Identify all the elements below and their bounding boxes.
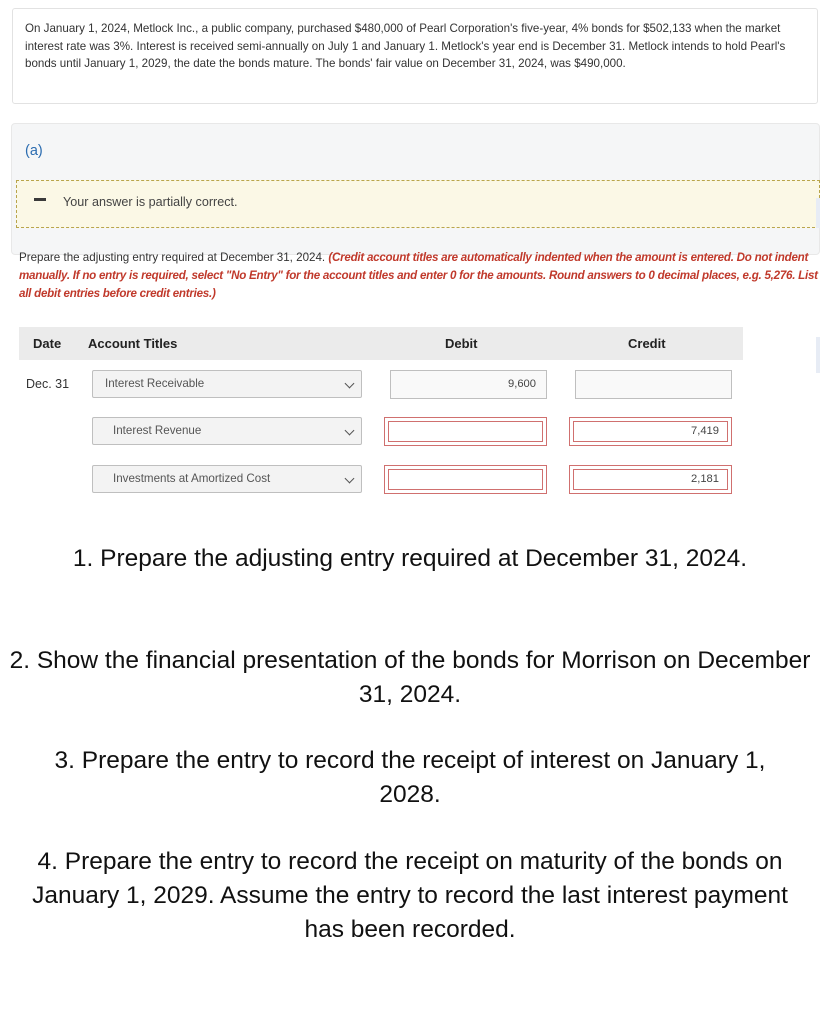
- part-label: (a): [25, 143, 43, 159]
- account-select-3[interactable]: [92, 465, 362, 493]
- account-select-2[interactable]: [92, 417, 362, 445]
- debit-input-2[interactable]: [384, 417, 547, 446]
- credit-input-3-value: 2,181: [573, 469, 728, 490]
- debit-input-3[interactable]: [384, 465, 547, 494]
- account-select-1-value: Interest Receivable: [105, 377, 205, 390]
- debit-input-2-value: [388, 421, 543, 442]
- header-credit: Credit: [628, 336, 666, 351]
- header-debit: Debit: [445, 336, 478, 351]
- problem-statement: [12, 8, 818, 104]
- chevron-down-icon: [345, 474, 355, 484]
- debit-input-1[interactable]: 9,600: [390, 370, 547, 399]
- account-select-3-value: Investments at Amortized Cost: [113, 472, 271, 485]
- scroll-indicator-bottom[interactable]: [816, 337, 820, 373]
- header-date: Date: [33, 336, 62, 351]
- instructions-lead: Prepare the adjusting entry required at December 31, 2024.: [19, 251, 326, 264]
- question-2: 2. Show the financial presentation of the bonds for Morrison on December 31, 2024.: [9, 647, 811, 708]
- account-select-1[interactable]: [92, 370, 362, 398]
- scroll-indicator-top[interactable]: [816, 198, 820, 228]
- chevron-down-icon: [345, 379, 355, 389]
- entry-date: Dec. 31: [26, 377, 70, 391]
- instructions-emphasis: (Credit account titles are automatically indented when the amount is entered. Do not indent manually. If no entry is required, select "No Entry" for the account titles and enter 0 for the amounts. Round answers to 0 decimal places, e.g. 5,276. List all debit entries before credit entries.): [19, 251, 818, 300]
- credit-input-2-value: 7,419: [573, 421, 728, 442]
- problem-text: On January 1, 2024, Metlock Inc., a public company, purchased $480,000 of Pearl Corporation's five-year, 4% bonds for $502,133 when the market interest rate was 3%. Interest is received semi-annually on July 1 and January 1. Metlock's year end is December 31. Metlock intends to hold Pearl's bonds until January 1, 2029, the date the bonds mature. The bonds' fair value on December 31, 2024, was $490,000.: [25, 22, 786, 71]
- chevron-down-icon: [345, 426, 355, 436]
- debit-input-3-value: [388, 469, 543, 490]
- account-select-2-value: Interest Revenue: [113, 424, 202, 437]
- header-account-titles: Account Titles: [88, 336, 178, 351]
- instructions: [19, 249, 819, 302]
- credit-input-1[interactable]: [575, 370, 732, 399]
- credit-input-2[interactable]: [569, 417, 732, 446]
- question-1: 1. Prepare the adjusting entry required at December 31, 2024.: [72, 545, 748, 572]
- feedback-text: Your answer is partially correct.: [63, 195, 238, 209]
- question-4: 4. Prepare the entry to record the receipt on maturity of the bonds on January 1, 2029. Assume the entry to record the last interest payment has been recorded.: [32, 848, 788, 943]
- question-3: 3. Prepare the entry to record the receipt of interest on January 1, 2028.: [54, 747, 766, 808]
- credit-input-3[interactable]: [569, 465, 732, 494]
- partial-correct-icon: [34, 198, 46, 201]
